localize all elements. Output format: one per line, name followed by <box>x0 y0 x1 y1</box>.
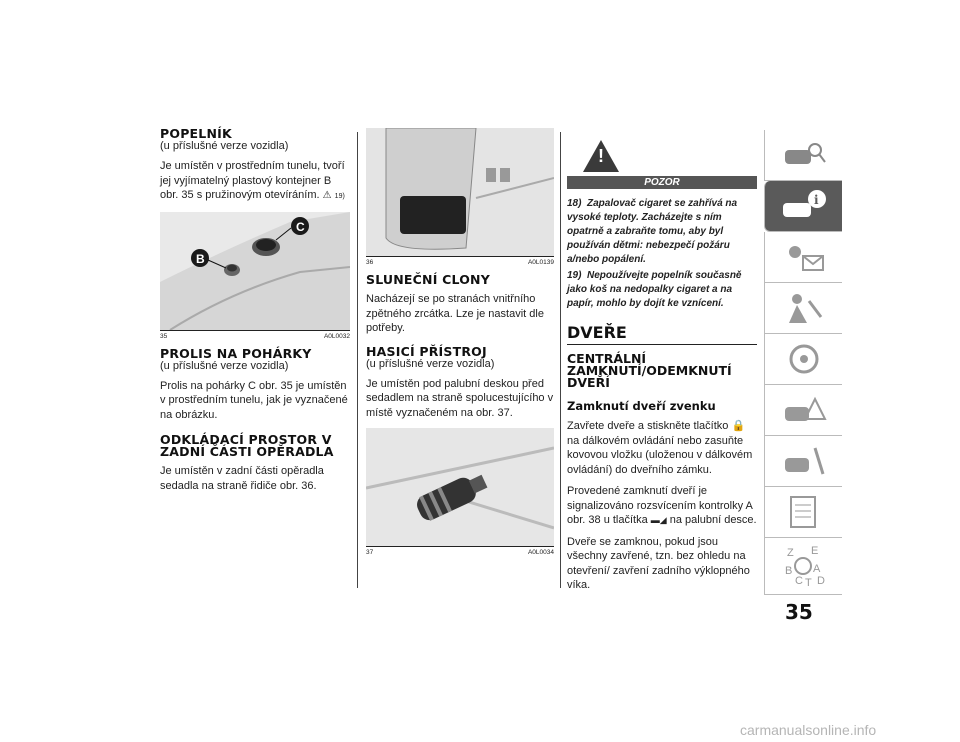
section-title-prolis: PROLIS NA POHÁRKY <box>160 345 312 361</box>
svg-text:i: i <box>813 193 819 207</box>
pozor-banner: POZOR <box>567 176 757 189</box>
paragraph: Je umístěn v zadní části opěradla sedadla na straně řidiče obr. 36. <box>160 465 324 492</box>
car-info-icon[interactable] <box>764 181 842 232</box>
seat-back-illustration <box>366 128 554 256</box>
figure-caption: 35 A0L0032 <box>160 332 350 340</box>
paragraph: Je umístěn pod palubní deskou před sedadlem na straně spolucestujícího v místě vyznačeném na obr. 37. <box>366 377 554 419</box>
car-search-icon[interactable] <box>764 130 842 181</box>
svg-text:E: E <box>810 545 818 557</box>
section-title-centralni: CENTRÁLNÍ ZAMKNUTÍ/ODEMKNUTÍ DVEŘÍ <box>567 351 732 390</box>
car-tools-icon[interactable] <box>764 436 842 487</box>
spec-list-icon[interactable] <box>764 487 842 538</box>
chapter-title-dvere: DVEŘE <box>567 325 757 345</box>
column-3 <box>567 128 757 600</box>
paragraph: Zavřete dveře a stiskněte tlačítko 🔒 na dálkovém ovládání nebo zasuňte kovovou vložku (uloženou v dálkovém ovládání) do dveřního zámku. <box>567 420 753 476</box>
figure-36 <box>366 128 554 257</box>
paragraph: Dveře se zamknou, pokud jsou všechny zavřené, tzn. bez ohledu na otevření/ zavření zadního výklopného víka. <box>567 535 750 591</box>
svg-text:T: T <box>804 577 812 588</box>
section-title-odkladaci: ODKLÁDACÍ PROSTOR V ZADNÍ ČÁSTI OPĚRADLA <box>160 432 334 459</box>
section-title-clony: SLUNEČNÍ CLONY <box>366 272 490 287</box>
key-button-icon: ▬◢ <box>650 515 667 525</box>
section-title-popelnik: POPELNÍK <box>160 126 232 141</box>
warning-18: 18) Zapalovač cigaret se zahřívá na vysoké teploty. Zacházejte s ním opatrně a zabraňte tomu, aby byl používán dětmi: nebezpečí požáru a/nebo popálení. <box>567 198 738 265</box>
alphabet-index-icon[interactable] <box>764 538 842 595</box>
paragraph: Je umístěn v prostředním tunelu, tvoří jej vyjímatelný plastový kontejner B obr. 35 s pružinovým otevíráním. ⚠ 19) <box>160 160 345 201</box>
warning-triangle-icon: ⚠ <box>322 190 332 201</box>
svg-text:D: D <box>816 575 825 587</box>
figure-35 <box>160 212 350 331</box>
paragraph: Provedené zamknutí dveří je signalizováno rozsvícením kontrolky A obr. 38 u tlačítka ▬◢ na palubní desce. <box>567 485 757 526</box>
figure-37 <box>366 428 554 547</box>
figure-caption: 37 A0L0034 <box>366 549 554 556</box>
column-divider <box>357 132 358 588</box>
subsection-title-zamknuti: Zamknutí dveří zvenku <box>567 399 716 413</box>
airbag-person-icon[interactable] <box>764 283 842 334</box>
ashtray-illustration <box>160 212 350 330</box>
section-title-hasici: HASICÍ PŘÍSTROJ <box>366 343 487 359</box>
column-divider <box>560 132 561 588</box>
svg-text:C: C <box>794 575 803 587</box>
svg-text:Z: Z <box>786 547 794 559</box>
figure-caption: 36 A0L0139 <box>366 259 554 266</box>
section-subtitle: (u příslušné verze vozidla) <box>366 357 495 370</box>
page-number: 35 <box>785 600 813 624</box>
lock-icon: 🔒 <box>731 420 746 432</box>
paragraph: Prolis na pohárky C obr. 35 je umístěn v prostředním tunelu, jak je vyznačené na obrázku. <box>160 379 348 421</box>
paragraph: Nacházejí se po stranách vnitřního zpětného zrcátka. Lze je nastavit dle potřeby. <box>366 293 544 334</box>
footnote-ref: 19) <box>334 193 345 200</box>
chapter-tabs <box>764 130 842 595</box>
section-subtitle: (u příslušné verze vozidla) <box>160 140 289 152</box>
warning-19: 19) Nepoužívejte popelník současně jako koš na nedopalky cigaret a na papír, mohlo by dojít ke vznícení. <box>567 270 742 309</box>
svg-text:A: A <box>812 563 820 575</box>
column-2 <box>366 128 554 564</box>
warning-lights-icon[interactable] <box>764 232 842 283</box>
car-warning-icon[interactable] <box>764 385 842 436</box>
steering-wheel-icon[interactable] <box>764 334 842 385</box>
section-subtitle: (u příslušné verze vozidla) <box>160 359 289 372</box>
column-1 <box>160 128 350 500</box>
label-b: B <box>196 251 205 266</box>
extinguisher-illustration <box>366 428 554 546</box>
svg-text:B: B <box>784 565 792 577</box>
watermark: carmanualsonline.info <box>740 722 877 738</box>
warning-triangle-icon: ! <box>583 140 619 172</box>
label-c: C <box>296 219 305 234</box>
